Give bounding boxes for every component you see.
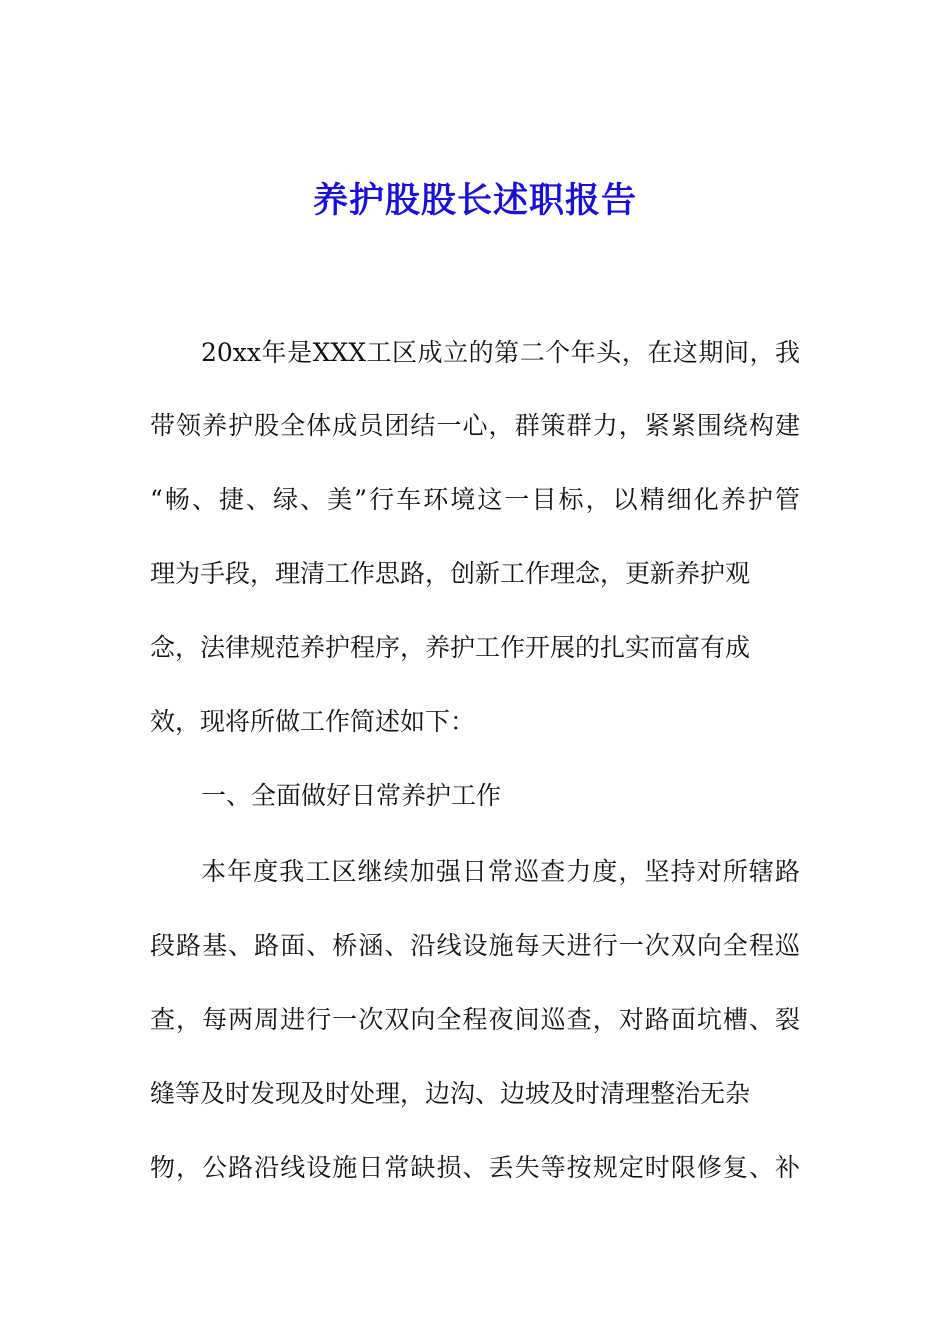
paragraph-line: “畅、捷、绿、美”行车环境这一目标，以精细化养护管: [150, 485, 800, 514]
paragraph-line: 缝等及时发现及时处理，边沟、边坡及时清理整治无杂: [150, 1079, 751, 1108]
paragraph-line: 查，每两周进行一次双向全程夜间巡查，对路面坑槽、裂: [150, 1005, 800, 1034]
document-title: 养护股股长述职报告: [312, 180, 637, 221]
section-heading: 一、全面做好日常养护工作: [201, 781, 502, 810]
paragraph-line: 20xx年是XXX工区成立的第二个年头，在这期间，我: [201, 338, 800, 367]
paragraph-line: 段路基、路面、桥涵、沿线设施每天进行一次双向全程巡: [150, 931, 800, 960]
paragraph-line: 念，法律规范养护程序，养护工作开展的扎实而富有成: [150, 633, 751, 662]
paragraph-line: 本年度我工区继续加强日常巡查力度，坚持对所辖路: [201, 857, 800, 886]
paragraph-line: 理为手段，理清工作思路，创新工作理念，更新养护观: [150, 559, 751, 588]
paragraph-line: 效，现将所做工作简述如下：: [150, 707, 476, 736]
paragraph-line: 物，公路沿线设施日常缺损、丢失等按规定时限修复、补: [150, 1153, 800, 1182]
paragraph-line: 带领养护股全体成员团结一心，群策群力，紧紧围绕构建: [150, 411, 800, 440]
